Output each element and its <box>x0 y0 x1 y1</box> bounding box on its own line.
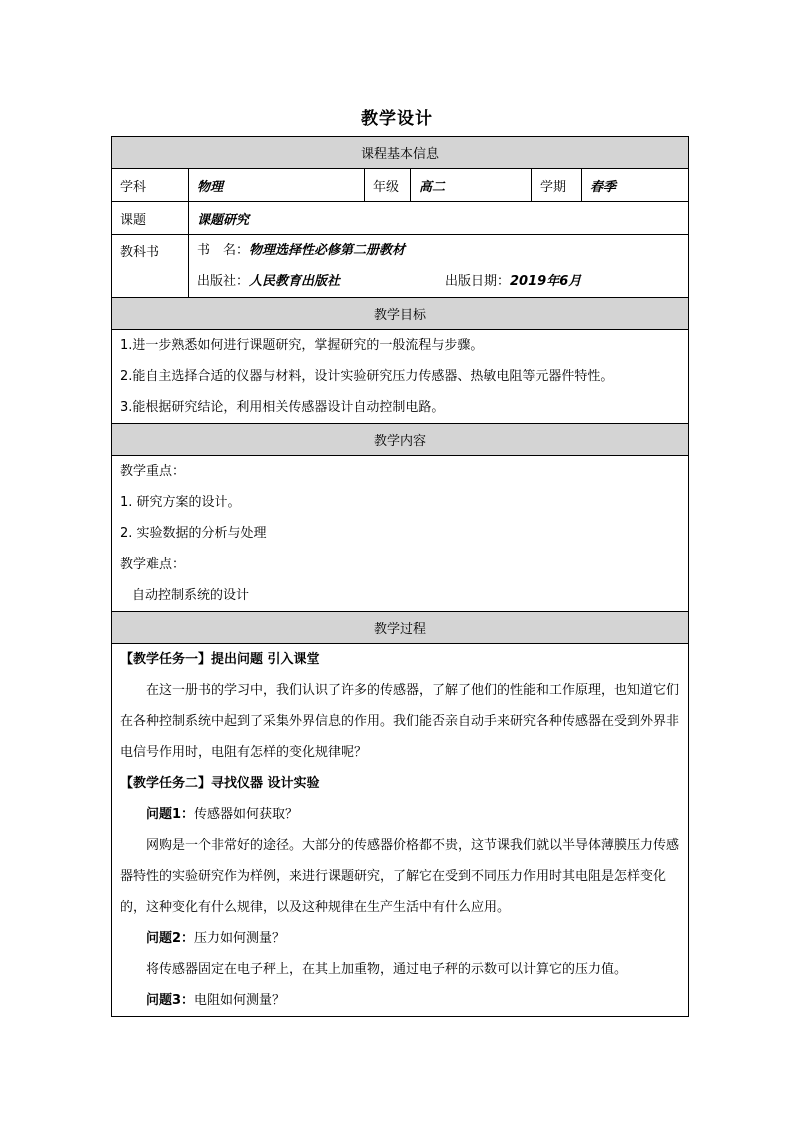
book-name-line <box>197 235 680 266</box>
textbook-label: 教科书 <box>112 235 189 298</box>
task2-title: 【教学任务二】寻找仪器 设计实验 <box>120 776 320 791</box>
section-header-content: 教学内容 <box>112 424 689 456</box>
process-body <box>112 644 689 1017</box>
goal-item: 3.能根据研究结论，利用相关传感器设计自动控制电路。 <box>120 400 445 415</box>
section-header-basic: 课程基本信息 <box>112 137 689 169</box>
subject-label: 学科 <box>112 169 189 202</box>
question-2 <box>120 923 680 954</box>
answer-2-paragraph: 将传感器固定在电子秤上，在其上加重物，通过电子秤的示数可以计算它的压力值。 <box>146 962 628 977</box>
task1-title: 【教学任务一】提出问题 引入课堂 <box>120 652 320 667</box>
question-1-label: 问题1： <box>146 807 195 822</box>
key-point-item: 1. 研究方案的设计。 <box>120 495 241 510</box>
publisher-label: 出版社： <box>197 274 250 289</box>
goals-body <box>112 330 689 424</box>
content-body <box>112 456 689 612</box>
textbook-info <box>189 235 689 298</box>
pubdate-label: 出版日期： <box>445 274 511 289</box>
goal-item: 2.能自主选择合适的仪器与材料，设计实验研究压力传感器、热敏电阻等元器件特性。 <box>120 369 614 384</box>
question-2-label: 问题2： <box>146 931 195 946</box>
topic-value: 课题研究 <box>189 202 689 235</box>
book-name-label: 书 名： <box>197 243 250 258</box>
goal-item: 1.进一步熟悉如何进行课题研究，掌握研究的一般流程与步骤。 <box>120 338 484 353</box>
question-3-label: 问题3： <box>146 993 195 1008</box>
section-header-process: 教学过程 <box>112 612 689 644</box>
topic-label: 课题 <box>112 202 189 235</box>
question-1-text: 传感器如何获取？ <box>194 807 299 822</box>
question-3-text: 电阻如何测量？ <box>194 993 286 1008</box>
publisher-line <box>197 266 680 297</box>
grade-value: 高二 <box>411 169 532 202</box>
question-2-text: 压力如何测量？ <box>194 931 286 946</box>
book-name-value: 物理选择性必修第二册教材 <box>249 243 406 258</box>
answer-1-paragraph: 网购是一个非常好的途径。大部分的传感器价格都不贵，这节课我们就以半导体薄膜压力传感器特性的实验研究作为样例，来进行课题研究，了解它在受到不同压力作用时其电阻是怎样变化的，这种变化有什么规律，以及这种规律在生产生活中有什么应用。 <box>120 838 680 915</box>
task1-paragraph: 在这一册书的学习中，我们认识了许多的传感器，了解了他们的性能和工作原理，也知道它们在各种控制系统中起到了采集外界信息的作用。我们能否亲自动手来研究各种传感器在受到外界非电信号作用时，电阻有怎样的变化规律呢？ <box>120 683 680 760</box>
term-label: 学期 <box>532 169 582 202</box>
grade-label: 年级 <box>365 169 411 202</box>
key-points-label: 教学重点： <box>120 464 186 479</box>
key-point-item: 2. 实验数据的分析与处理 <box>120 526 267 541</box>
pubdate-value: 2019年6月 <box>510 274 582 289</box>
term-value: 春季 <box>582 169 689 202</box>
subject-value: 物理 <box>189 169 365 202</box>
page-title: 教学设计 <box>361 109 433 129</box>
section-header-goals: 教学目标 <box>112 298 689 330</box>
question-3 <box>120 985 680 1016</box>
publisher-value: 人民教育出版社 <box>249 274 341 289</box>
question-1 <box>120 799 680 830</box>
lesson-plan-table <box>111 136 689 1017</box>
publisher-block <box>197 266 445 297</box>
difficult-point-item: 自动控制系统的设计 <box>132 588 250 603</box>
difficult-points-label: 教学难点： <box>120 557 186 572</box>
